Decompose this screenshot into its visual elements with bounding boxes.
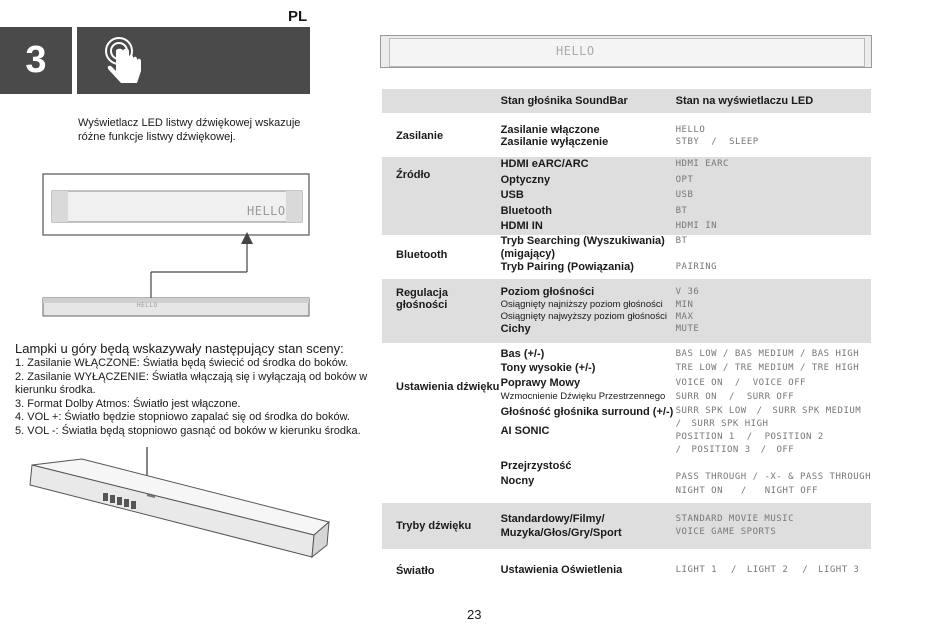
separator: / (731, 564, 737, 575)
led-cell: POSITION 1 (675, 431, 735, 442)
led-cell: MAX (675, 311, 694, 322)
header-led-state: Stan na wyświetlaczu LED (676, 89, 871, 113)
language-code: PL (288, 8, 308, 25)
category-cell: Ustawienia dźwięku (396, 380, 500, 393)
separator: / (799, 363, 806, 373)
table-row-zasilanie (382, 119, 871, 153)
led-cell: HELLO (675, 125, 706, 135)
table-row-zrodlo (382, 157, 871, 235)
category-cell: Źródło (396, 169, 431, 181)
separator: / (723, 363, 729, 373)
separator: / (752, 471, 759, 482)
led-cell: BAS MEDIUM (734, 348, 795, 359)
separator: / (799, 348, 806, 359)
lamps-line: 3. Format Dolby Atmos: Światło jest włączone. (15, 397, 241, 410)
state-cell: Głośność głośnika surround (+/-) (500, 405, 674, 418)
table-row-swiatlo (382, 549, 871, 587)
led-cell: TRE HIGH (811, 363, 860, 373)
state-cell: Muzyka/Głos/Gry/Sport (500, 526, 622, 539)
state-cell: Zasilanie włączone (500, 124, 600, 136)
separator: / (746, 431, 753, 442)
category-cell: Światło (396, 564, 435, 577)
separator: / (675, 418, 682, 429)
led-cell: TRE LOW (675, 363, 718, 373)
lamps-title: Lampki u góry będą wskazywały następujący stan sceny: (15, 341, 344, 356)
led-cell: SLEEP (729, 137, 759, 147)
touch-hand-icon (97, 31, 157, 91)
led-cell: OPT (675, 174, 694, 185)
state-cell: HDMI eARC/ARC (500, 158, 589, 170)
small-display-readout: HELLO (137, 302, 158, 309)
led-status-table (382, 89, 871, 587)
header-soundbar-state: Stan głośnika SoundBar (501, 89, 676, 113)
category-cell: Zasilanie (396, 130, 444, 142)
led-cell: MIN (675, 299, 694, 310)
state-cell: Standardowy/Filmy/ (500, 512, 605, 525)
separator: / (675, 444, 682, 455)
led-cell: BT (675, 236, 688, 246)
lamps-line: 1. Zasilanie WŁĄCZONE: Światła będą świecić od środka do boków. (15, 357, 349, 369)
led-cell: SURR SPK HIGH (691, 418, 769, 429)
separator: / (734, 377, 741, 388)
page-number: 23 (467, 607, 482, 622)
state-cell: Tony wysokie (+/-) (500, 362, 596, 374)
large-display-readout: HELLO (247, 204, 286, 218)
separator: / (723, 348, 729, 359)
lamps-line: 2. Zasilanie WYŁĄCZENIE: Światła włączają się i wyłączają od boków w (15, 370, 368, 383)
led-cell: PASS THROUGH (675, 471, 747, 482)
led-cell: BT (675, 205, 688, 216)
led-cell: V 36 (675, 286, 700, 297)
state-cell: Osiągnięty najniższy poziom głośności (500, 298, 663, 310)
led-cell: PAIRING (675, 262, 718, 272)
step-header-bar (77, 27, 310, 94)
state-cell: Osiągnięty najwyższy poziom głośności (500, 310, 667, 322)
state-cell: Bas (+/-) (500, 347, 545, 360)
state-cell: Wzmocnienie Dźwięku Przestrzennego (500, 391, 666, 402)
header-category (382, 89, 501, 113)
separator: / (740, 486, 747, 496)
led-cell: HDMI IN (675, 221, 718, 231)
separator: / (729, 392, 735, 402)
state-cell: Zasilanie wyłączenie (500, 136, 609, 148)
lamps-description (15, 341, 375, 438)
led-cell: OFF (776, 444, 795, 455)
led-cell: MUTE (675, 323, 700, 334)
state-cell: Bluetooth (500, 204, 552, 217)
state-cell: Tryb Pairing (Powiązania) (500, 261, 634, 273)
soundbar-display-illustration (40, 170, 315, 320)
lamps-line: 5. VOL -: Światła będą stopniowo gasnąć od boków w kierunku środka. (15, 424, 361, 437)
soundbar-perspective-illustration (22, 445, 332, 565)
step-number: 3 (0, 27, 72, 94)
state-cell: Cichy (500, 322, 531, 335)
state-cell: Ustawienia Oświetlenia (500, 563, 623, 576)
led-cell: HDMI EARC (675, 159, 729, 169)
led-cell: LIGHT 1 (675, 564, 718, 575)
separator: / (711, 137, 718, 147)
led-cell: SURR SPK MEDIUM (772, 405, 862, 416)
led-cell: LIGHT 2 (746, 564, 789, 575)
separator: / (760, 444, 767, 455)
led-cell: BAS HIGH (811, 348, 860, 359)
lamps-line: kierunku środka. (15, 384, 96, 396)
led-cell: PASS THROUGH (799, 471, 871, 482)
table-header-row (382, 89, 871, 113)
led-cell: POSITION 2 (764, 431, 824, 442)
led-cell: VOICE GAME SPORTS (675, 526, 777, 537)
led-cell: NIGHT ON (675, 486, 723, 496)
state-cell: Nocny (500, 474, 535, 487)
separator: & (788, 471, 795, 482)
led-cell: VOICE OFF (752, 377, 807, 388)
category-cell: Tryby dźwięku (396, 519, 472, 532)
intro-text: Wyświetlacz LED listwy dźwiękowej wskazuje różne funkcje listwy dźwiękowej. (78, 117, 301, 143)
separator: / (756, 405, 763, 416)
table-row-tryby (382, 503, 871, 549)
state-cell: (migający) (500, 248, 556, 260)
category-cell: Bluetooth (396, 248, 448, 261)
led-cell: VOICE ON (675, 377, 723, 388)
table-row-bluetooth (382, 235, 871, 275)
state-cell: Tryb Searching (Wyszukiwania) (500, 235, 665, 247)
state-cell: Poziom głośności (500, 285, 595, 298)
led-cell: STANDARD MOVIE MUSIC (675, 513, 795, 524)
led-cell: TRE MEDIUM (734, 363, 795, 373)
category-cell: Regulacja głośności (396, 286, 448, 311)
led-cell: BAS LOW (675, 348, 718, 359)
led-cell: -X- (764, 471, 783, 482)
state-cell: Optyczny (500, 173, 551, 186)
led-cell: USB (675, 190, 694, 200)
state-cell: AI SONIC (500, 425, 550, 437)
separator: / (802, 564, 809, 575)
state-cell: USB (500, 189, 524, 201)
led-cell: SURR SPK LOW (675, 405, 747, 416)
led-cell: POSITION 3 (691, 444, 751, 455)
led-cell: SURR OFF (746, 392, 795, 402)
state-cell: HDMI IN (500, 220, 543, 232)
led-cell: STBY (675, 137, 700, 147)
table-row-dzwiek (382, 343, 871, 499)
display-bar-readout: HELLO (556, 44, 595, 58)
display-bar (380, 35, 872, 68)
state-cell: Poprawy Mowy (500, 376, 581, 389)
lamps-line: 4. VOL +: Światło będzie stopniowo zapalać się od środka do boków. (15, 411, 350, 423)
led-cell: NIGHT OFF (764, 486, 819, 496)
led-cell: LIGHT 3 (818, 564, 860, 575)
led-cell: SURR ON (675, 392, 718, 402)
state-cell: Przejrzystość (500, 460, 572, 472)
table-row-glosnosc (382, 279, 871, 343)
